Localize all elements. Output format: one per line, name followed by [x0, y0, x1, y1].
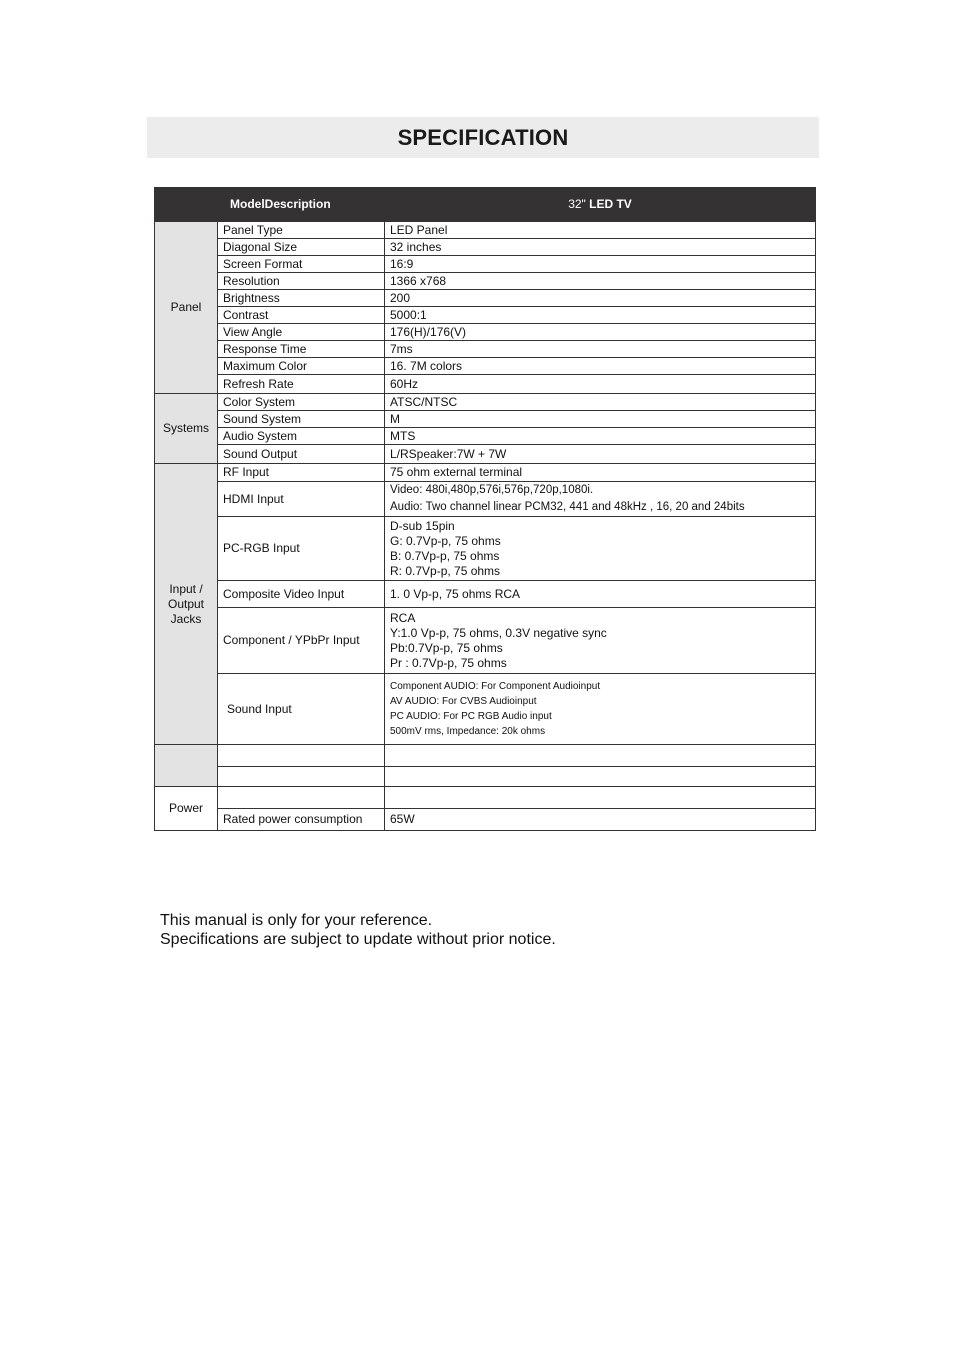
spec-value: 7ms: [385, 341, 816, 358]
table-row: [155, 809, 816, 831]
spec-value: 1366 x768: [385, 273, 816, 290]
spec-label: Panel Type: [218, 222, 385, 239]
spec-value: [385, 517, 816, 581]
spec-value: 75 ohm external terminal: [385, 464, 816, 482]
footnote-line: Specifications are subject to update without prior notice.: [160, 931, 556, 948]
model-size: 32": [568, 197, 586, 211]
spec-value: M: [385, 411, 816, 428]
table-row: [155, 674, 816, 745]
table-row: [155, 273, 816, 290]
spec-value-line: AV AUDIO: For CVBS Audioinput: [390, 696, 537, 707]
table-row: [155, 411, 816, 428]
table-row: [155, 787, 816, 809]
table-row: [155, 341, 816, 358]
table-row: [155, 324, 816, 341]
table-row: [155, 307, 816, 324]
table-row: [155, 745, 816, 767]
category-io: [155, 464, 218, 745]
spec-value-line: Video: 480i,480p,576i,576p,720p,1080i.: [390, 484, 594, 496]
table-row: [155, 464, 816, 482]
table-header-row: [155, 188, 816, 222]
spec-label: Contrast: [218, 307, 385, 324]
category-power: Power: [155, 787, 218, 831]
spec-value-line: 500mV rms, Impedance: 20k ohms: [390, 726, 546, 737]
table-row: [155, 358, 816, 375]
spec-label: Sound Input: [218, 674, 385, 745]
table-row: [155, 256, 816, 273]
category-systems: Systems: [155, 394, 218, 464]
table-row: [155, 222, 816, 239]
spec-value-line: B: 0.7Vp-p, 75 ohms: [390, 548, 500, 563]
spec-label: RF Input: [218, 464, 385, 482]
category-io-line: Input /: [169, 581, 203, 596]
spec-label: Rated power consumption: [218, 809, 385, 831]
category-empty: [155, 745, 218, 787]
spec-value: 200: [385, 290, 816, 307]
spec-label: Response Time: [218, 341, 385, 358]
spec-value: 5000:1: [385, 307, 816, 324]
spec-label: Color System: [218, 394, 385, 411]
table-row: [155, 767, 816, 787]
spec-value-line: Pb:0.7Vp-p, 75 ohms: [390, 640, 503, 655]
spec-label: Resolution: [218, 273, 385, 290]
spec-value-line: Y:1.0 Vp-p, 75 ohms, 0.3V negative sync: [390, 625, 607, 640]
spec-label: Sound System: [218, 411, 385, 428]
spec-value-line: Component AUDIO: For Component Audioinput: [390, 681, 601, 692]
spec-label: Maximum Color: [218, 358, 385, 375]
category-io-line: Jacks: [170, 611, 202, 626]
spec-table: [154, 187, 816, 831]
spec-value: [385, 674, 816, 745]
spec-label: Audio System: [218, 428, 385, 445]
table-row: [155, 608, 816, 674]
table-row: [155, 290, 816, 307]
page-title: SPECIFICATION: [397, 124, 569, 150]
model-label: ModelDescription: [218, 188, 385, 222]
spec-value-line: Pr : 0.7Vp-p, 75 ohms: [390, 655, 507, 670]
spec-label: PC-RGB Input: [218, 517, 385, 581]
model-value: [385, 188, 816, 222]
spec-label: Refresh Rate: [218, 375, 385, 394]
spec-value-line: RCA: [390, 610, 416, 625]
category-panel: Panel: [155, 222, 218, 394]
table-row: [155, 394, 816, 411]
spec-label: Composite Video Input: [218, 581, 385, 608]
spec-value: 60Hz: [385, 375, 816, 394]
category-io-line: Output: [167, 596, 205, 611]
spec-label: View Angle: [218, 324, 385, 341]
footnote: [160, 911, 556, 949]
spec-value: MTS: [385, 428, 816, 445]
table-row: [155, 445, 816, 464]
table-row: [155, 517, 816, 581]
title-bar: [147, 117, 819, 158]
table-row: [155, 239, 816, 256]
spec-value: [385, 608, 816, 674]
spec-value: 16:9: [385, 256, 816, 273]
footnote-line: This manual is only for your reference.: [160, 912, 433, 929]
spec-value: 1. 0 Vp-p, 75 ohms RCA: [385, 581, 816, 608]
table-row: [155, 375, 816, 394]
spec-value: 16. 7M colors: [385, 358, 816, 375]
spec-value-line: Audio: Two channel linear PCM32, 441 and 48kHz , 16, 20 and 24bits: [390, 501, 745, 513]
spec-value-line: G: 0.7Vp-p, 75 ohms: [390, 533, 501, 548]
model-name: LED TV: [585, 197, 632, 211]
spec-value-line: PC AUDIO: For PC RGB Audio input: [390, 711, 552, 722]
spec-label: Sound Output: [218, 445, 385, 464]
spec-value: ATSC/NTSC: [385, 394, 816, 411]
table-row: [155, 581, 816, 608]
spec-label: Component / YPbPr Input: [218, 608, 385, 674]
table-row: [155, 482, 816, 517]
spec-value: [385, 482, 816, 517]
spec-label: Brightness: [218, 290, 385, 307]
spec-label: HDMI Input: [218, 482, 385, 517]
table-row: [155, 428, 816, 445]
spec-value: 32 inches: [385, 239, 816, 256]
spec-value: 176(H)/176(V): [385, 324, 816, 341]
spec-value: L/RSpeaker:7W + 7W: [385, 445, 816, 464]
spec-value-line: D-sub 15pin: [390, 518, 455, 533]
spec-value: LED Panel: [385, 222, 816, 239]
spec-label: Screen Format: [218, 256, 385, 273]
spec-label: Diagonal Size: [218, 239, 385, 256]
spec-value-line: R: 0.7Vp-p, 75 ohms: [390, 563, 501, 578]
spec-value: 65W: [385, 809, 816, 831]
